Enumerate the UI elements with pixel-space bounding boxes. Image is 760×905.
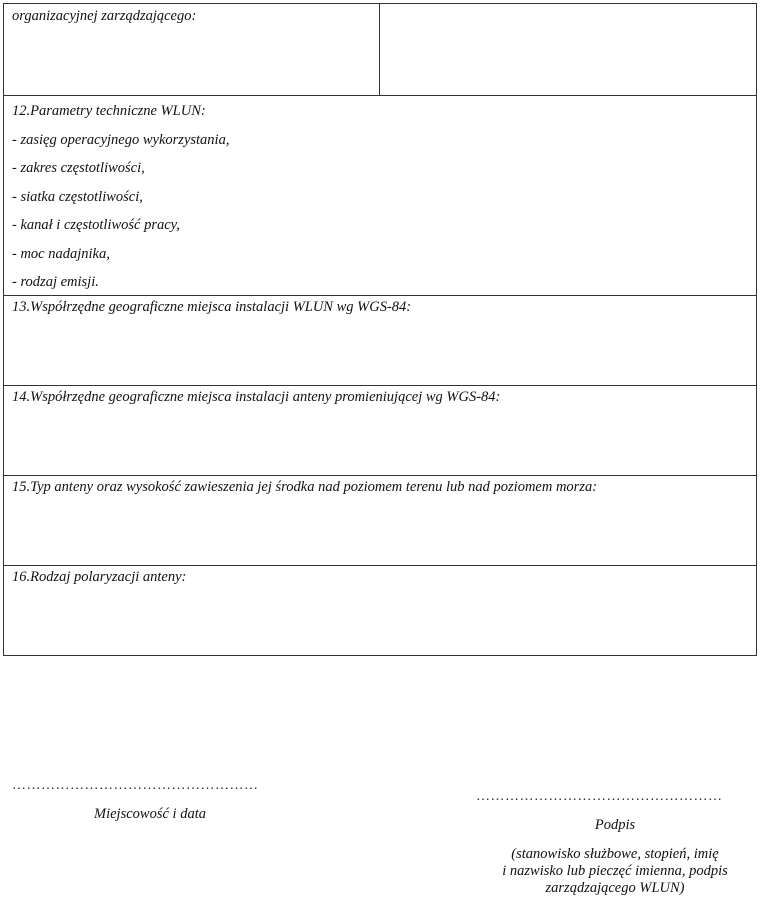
row-technical-parameters[interactable] bbox=[3, 96, 757, 296]
params-item: - moc nadajnika, bbox=[12, 245, 110, 262]
organization-value-cell[interactable] bbox=[380, 4, 756, 95]
row-organization bbox=[3, 3, 757, 96]
params-item: - zasięg operacyjnego wykorzystania, bbox=[12, 131, 230, 148]
organization-label-cell bbox=[4, 4, 380, 95]
field15-label: 15.Typ anteny oraz wysokość zawieszenia jej środka nad poziomem terenu lub nad poziomem morza: bbox=[12, 479, 598, 495]
application-form bbox=[3, 3, 757, 656]
signature-line[interactable]: …………………………………………… bbox=[476, 789, 723, 804]
field13-label: 13.Współrzędne geograficzne miejsca instalacji WLUN wg WGS-84: bbox=[12, 299, 412, 315]
place-date-line[interactable]: …………………………………………… bbox=[12, 778, 259, 793]
params-item: - rodzaj emisji. bbox=[12, 274, 99, 290]
field16-label: 16.Rodzaj polaryzacji anteny: bbox=[12, 569, 187, 585]
params-item: - kanał i częstotliwość pracy, bbox=[12, 217, 180, 233]
signature-note-line: zarządzającego WLUN) bbox=[545, 880, 685, 896]
row-coordinates-antenna[interactable] bbox=[3, 386, 757, 476]
row-polarization[interactable] bbox=[3, 566, 757, 656]
row-antenna-type[interactable] bbox=[3, 476, 757, 566]
field14-label: 14.Współrzędne geograficzne miejsca instalacji anteny promieniującej wg WGS-84: bbox=[12, 389, 501, 405]
signature-caption: Podpis bbox=[594, 817, 636, 833]
organization-label: organizacyjnej zarządzającego: bbox=[12, 8, 197, 24]
signature-note-line: i nazwisko lub pieczęć imienna, podpis bbox=[502, 863, 728, 879]
params-item: - zakres częstotliwości, bbox=[12, 160, 145, 176]
signature-note bbox=[470, 846, 760, 897]
signature-note-line: (stanowisko służbowe, stopień, imię bbox=[511, 846, 719, 862]
place-date-caption: Miejscowość i data bbox=[94, 806, 206, 822]
params-item: - siatka częstotliwości, bbox=[12, 188, 143, 205]
params-title: 12.Parametry techniczne WLUN: bbox=[12, 103, 206, 119]
row-coordinates-wlun[interactable] bbox=[3, 296, 757, 386]
